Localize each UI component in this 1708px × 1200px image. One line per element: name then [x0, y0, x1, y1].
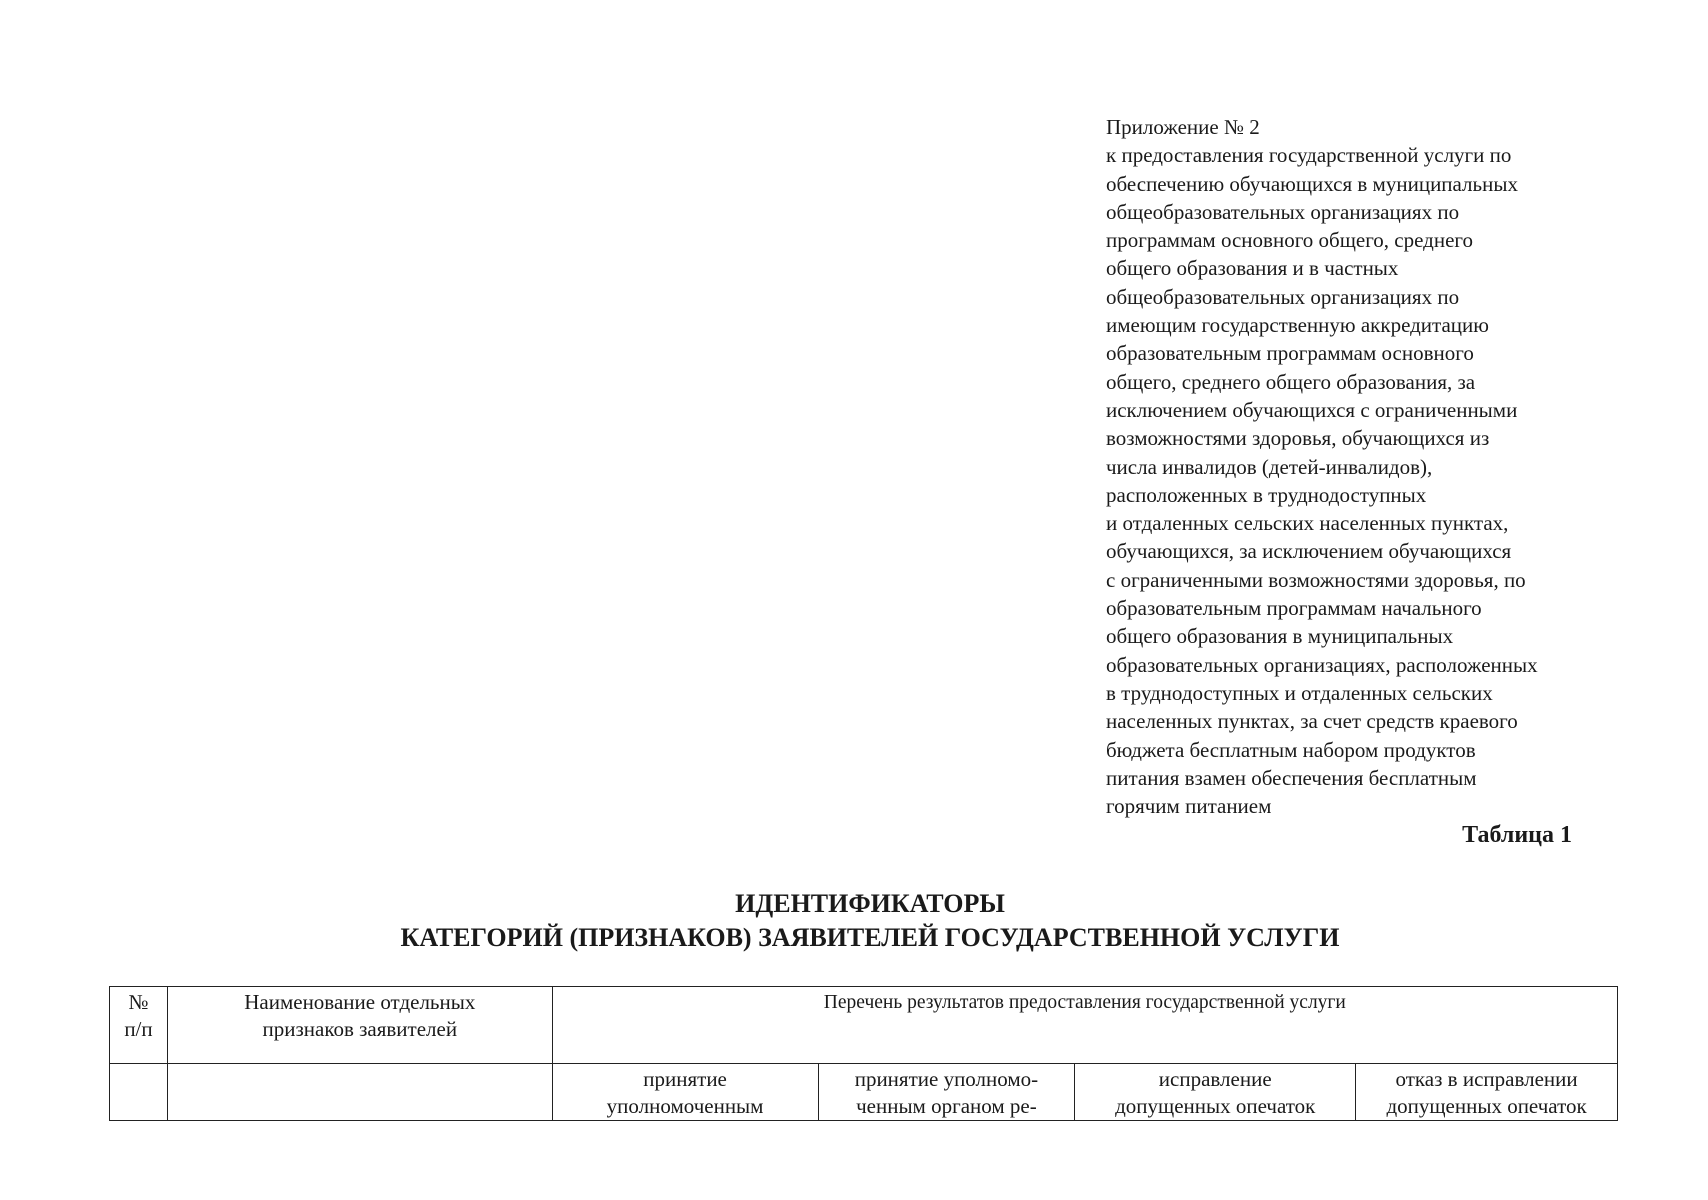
col-name-header: Наименование отдельных признаков заявителей	[167, 987, 552, 1064]
appendix-line: общего образования и в частных	[1106, 256, 1399, 281]
result-subheader: отказ в исправлении допущенных опечаток	[1356, 1064, 1618, 1121]
col-number-header: № п/п	[110, 987, 168, 1064]
appendix-line: образовательным программам основного	[1106, 341, 1474, 366]
appendix-line: общеобразовательных организациях по	[1106, 284, 1460, 309]
identifiers-table	[109, 986, 1618, 1121]
appendix-line: расположенных в труднодоступных	[1106, 482, 1427, 507]
appendix-line: бюджета бесплатным набором продуктов	[1106, 737, 1476, 762]
table-header-row	[110, 987, 1618, 1064]
appendix-line: общего, среднего общего образования, за	[1106, 369, 1476, 394]
appendix-line: населенных пунктах, за счет средств краевого	[1106, 709, 1518, 734]
appendix-line: питания взамен обеспечения бесплатным	[1106, 765, 1477, 790]
document-heading	[160, 887, 1580, 955]
result-subheader: принятие уполномоченным	[552, 1064, 818, 1121]
appendix-line: к предоставления государственной услуги по	[1106, 143, 1512, 168]
appendix-line: обучающихся, за исключением обучающихся	[1106, 539, 1512, 564]
appendix-line: числа инвалидов (детей-инвалидов),	[1106, 454, 1433, 479]
appendix-line: имеющим государственную аккредитацию	[1106, 313, 1489, 338]
appendix-line: горячим питанием	[1106, 794, 1272, 819]
heading-line-2: КАТЕГОРИЙ (ПРИЗНАКОВ) ЗАЯВИТЕЛЕЙ ГОСУДАРСТВЕННОЙ УСЛУГИ	[400, 923, 1340, 952]
empty-cell	[110, 1064, 168, 1121]
appendix-line: образовательных организациях, расположенных	[1106, 652, 1538, 677]
appendix-line: общеобразовательных организациях по	[1106, 199, 1460, 224]
appendix-line: в труднодоступных и отдаленных сельских	[1106, 680, 1493, 705]
appendix-line: образовательным программам начального	[1106, 596, 1482, 621]
appendix-title: Приложение № 2	[1106, 115, 1260, 139]
appendix-line: программам основного общего, среднего	[1106, 228, 1474, 253]
appendix-line: возможностями здоровья, обучающихся из	[1106, 426, 1490, 451]
empty-cell	[167, 1064, 552, 1121]
appendix-line: и отдаленных сельских населенных пунктах,	[1106, 511, 1509, 536]
result-subheader: исправление допущенных опечаток	[1075, 1064, 1356, 1121]
heading-line-1: ИДЕНТИФИКАТОРЫ	[735, 889, 1005, 918]
result-subheader: принятие уполномо- ченным органом ре-	[818, 1064, 1075, 1121]
col-results-header: Перечень результатов предоставления государственной услуги	[552, 987, 1617, 1064]
table-subheader-row	[110, 1064, 1618, 1121]
appendix-block	[1106, 113, 1626, 820]
appendix-line: обеспечению обучающихся в муниципальных	[1106, 171, 1518, 196]
table-number-label: Таблица 1	[1462, 822, 1572, 848]
appendix-line: исключением обучающихся с ограниченными	[1106, 397, 1518, 422]
appendix-line: общего образования в муниципальных	[1106, 624, 1454, 649]
appendix-line: с ограниченными возможностями здоровья, по	[1106, 567, 1526, 592]
